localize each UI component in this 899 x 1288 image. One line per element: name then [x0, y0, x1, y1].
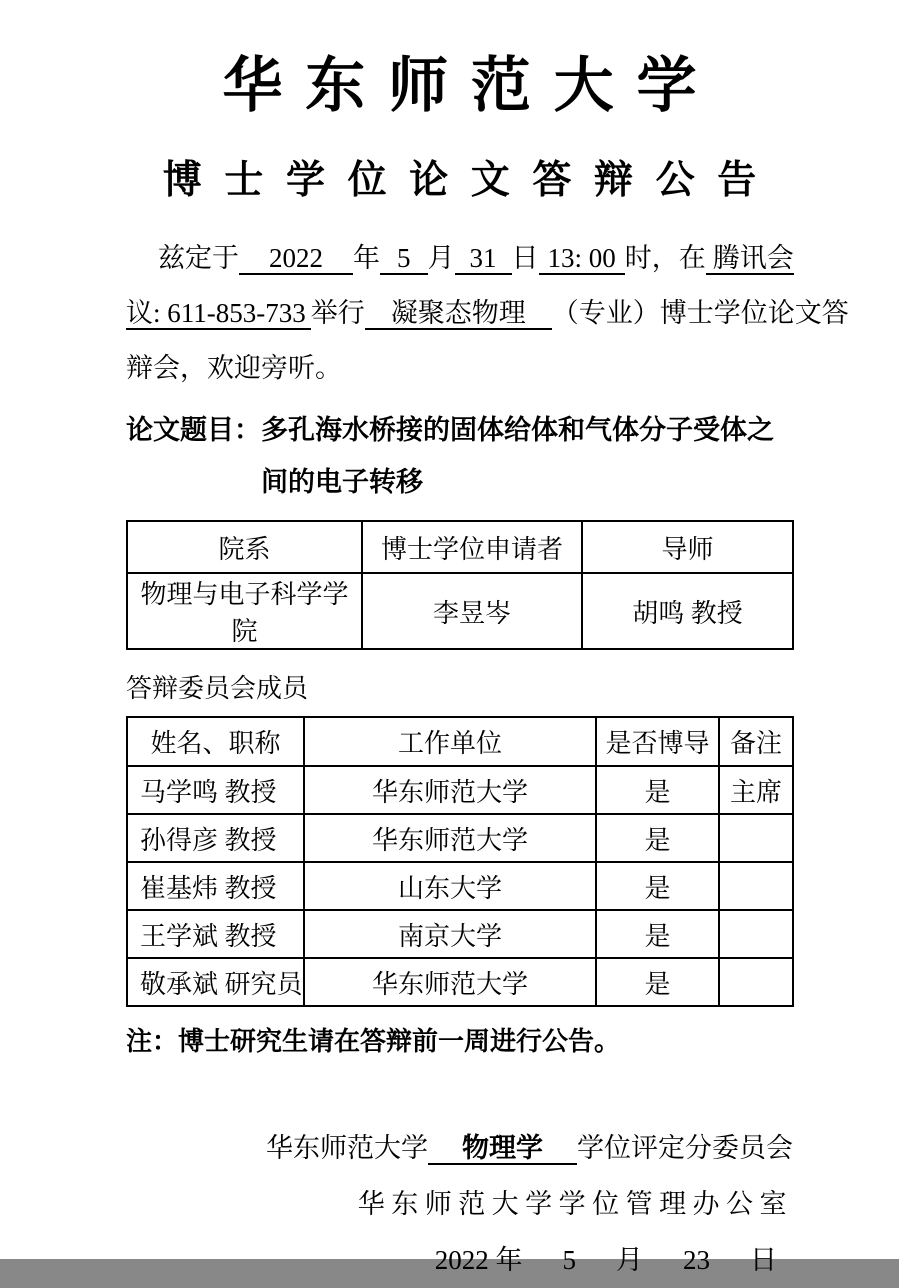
- university-title: 华东师范大学: [222, 53, 720, 119]
- notice-text: 辩会，欢迎旁听。: [126, 353, 342, 383]
- cell-member-name: 崔基炜 教授: [127, 862, 304, 910]
- major-blank: 凝聚态物理: [365, 298, 552, 330]
- notice-text: 年: [353, 243, 380, 273]
- signature-block: [126, 1120, 793, 1288]
- notice-text: （专业）博士学位论文答: [551, 298, 849, 328]
- table-header-row: [127, 521, 793, 573]
- venue-blank-part1: 腾讯会: [706, 243, 794, 275]
- announcement-title: 博士学位论文答辩公告: [162, 159, 779, 202]
- signature-date: [435, 1232, 793, 1288]
- date-day-label: 日: [750, 1245, 777, 1275]
- cell-member-name: 孙得彦 教授: [127, 814, 304, 862]
- table-row: [127, 573, 793, 649]
- cell-member-remark: [719, 958, 793, 1006]
- signature-committee-line: [126, 1120, 793, 1176]
- notice-text: 月: [427, 243, 455, 273]
- cell-member-unit: 华东师范大学: [304, 766, 596, 814]
- year-blank: 2022: [239, 243, 353, 275]
- table-row: [127, 766, 793, 814]
- cell-member-supervisor: 是: [596, 910, 719, 958]
- subcommittee-blank: 物理学: [428, 1133, 577, 1165]
- header-advisor: 导师: [582, 521, 793, 573]
- table-row: [127, 958, 793, 1006]
- notice-text: 时，在: [624, 243, 706, 273]
- date-month-label: 月: [616, 1245, 643, 1275]
- signature-date-line: [126, 1232, 793, 1288]
- header-doctoral-supervisor: 是否博导: [596, 717, 719, 766]
- signature-office-line: 华东师范大学学位管理办公室: [357, 1189, 793, 1219]
- cell-member-supervisor: 是: [596, 958, 719, 1006]
- header-applicant: 博士学位申请者: [362, 521, 582, 573]
- notice-text: 举行: [310, 298, 365, 328]
- day-blank: 31: [455, 243, 512, 275]
- date-day-value: 23: [683, 1245, 710, 1275]
- thesis-title-label: 论文题目：: [126, 415, 261, 445]
- venue-blank-part2: 议: 611-853-733: [126, 298, 311, 330]
- header-name-title: 姓名、职称: [127, 717, 304, 766]
- cell-member-unit: 华东师范大学: [304, 814, 596, 862]
- notice-text: 兹定于: [158, 243, 239, 273]
- signature-subcommittee: 学位评定分委员会: [577, 1133, 793, 1163]
- committee-table: [126, 716, 794, 1007]
- notice-paragraph: [126, 231, 849, 396]
- header-remarks: 备注: [719, 717, 793, 766]
- cell-member-remark: 主席: [719, 766, 793, 814]
- notice-text: 日: [511, 243, 539, 273]
- applicant-info-table: [126, 520, 794, 650]
- notice-line-1: [126, 231, 793, 286]
- cell-member-name: 马学鸣 教授: [127, 766, 304, 814]
- thesis-title-row: [126, 404, 793, 508]
- table-row: [127, 862, 793, 910]
- cell-member-supervisor: 是: [596, 766, 719, 814]
- header-workunit: 工作单位: [304, 717, 596, 766]
- header-department: 院系: [127, 521, 362, 573]
- committee-section-label: 答辩委员会成员: [126, 674, 309, 703]
- cell-member-remark: [719, 814, 793, 862]
- cell-department: 物理与电子科学学院: [127, 573, 362, 649]
- table-header-row: [127, 717, 793, 766]
- signature-university: 华东师范大学: [266, 1133, 428, 1163]
- cell-member-remark: [719, 910, 793, 958]
- cell-member-unit: 山东大学: [304, 862, 596, 910]
- cell-applicant: 李昱岑: [362, 573, 582, 649]
- notice-line-3: [126, 341, 793, 396]
- cell-member-name: 王学斌 教授: [127, 910, 304, 958]
- cell-member-name: 敬承斌 研究员: [127, 958, 304, 1006]
- month-blank: 5: [380, 243, 428, 275]
- thesis-title-text: 多孔海水桥接的固体给体和气体分子受体之间的电子转移: [261, 415, 774, 497]
- cell-member-remark: [719, 862, 793, 910]
- footer-note: 注：博士研究生请在答辩前一周进行公告。: [126, 1027, 621, 1056]
- cell-member-supervisor: 是: [596, 862, 719, 910]
- cell-member-unit: 华东师范大学: [304, 958, 596, 1006]
- date-year: 2022 年: [434, 1245, 523, 1275]
- notice-line-2: [126, 286, 849, 341]
- date-month-value: 5: [562, 1245, 576, 1275]
- cell-member-unit: 南京大学: [304, 910, 596, 958]
- time-blank: 13: 00: [539, 243, 625, 275]
- cell-advisor: 胡鸣 教授: [582, 573, 793, 649]
- table-row: [127, 910, 793, 958]
- table-row: [127, 814, 793, 862]
- cell-member-supervisor: 是: [596, 814, 719, 862]
